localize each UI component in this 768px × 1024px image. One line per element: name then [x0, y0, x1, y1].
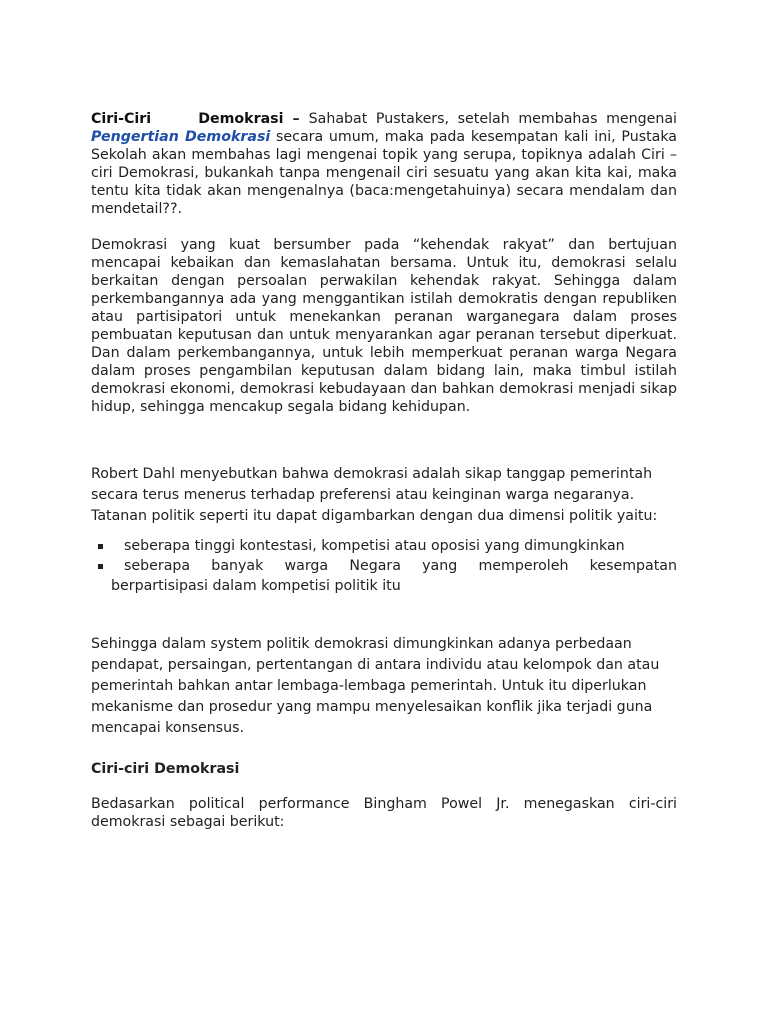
dimension-list: [91, 536, 677, 596]
intro-paragraph: [91, 110, 677, 218]
intro-text-after-link: secara umum, maka pada kesempatan kali ini, Pustaka Sekolah akan membahas lagi mengenai topik yang serupa, topiknya adalah Ciri – ciri Demokrasi, bukankah tanpa mengenail ciri sesuatu yang akan kita kai, maka tentu kita tidak akan mengenalnya (baca:mengetahuinya) secara mendalam dan mendetail??.: [91, 129, 678, 217]
list-item: [91, 556, 677, 596]
square-bullet-icon: [98, 544, 103, 549]
article-body: [91, 110, 677, 831]
paragraph-konflik: Sehingga dalam system politik demokrasi dimungkinkan adanya perbedaan pendapat, persaingan, pertentangan di antara individu atau kelompok dan atau pemerintah bahkan antar lembaga-lembaga pemerintah. Untuk itu diperlukan mekanisme dan prosedur yang mampu menyelesaikan konflik jika terjadi guna mencapai konsensus.: [91, 636, 660, 736]
intro-lead: Ciri-Ciri Demokrasi: [91, 111, 284, 127]
section-heading: Ciri-ciri Demokrasi: [91, 761, 240, 777]
paragraph-bingham-powel: Bedasarkan political performance Bingham Powel Jr. menegaskan ciri-ciri demokrasi sebagai berikut:: [91, 796, 677, 830]
list-item: [91, 536, 677, 556]
intro-text-before-link: Sahabat Pustakers, setelah membahas mengenai: [308, 111, 677, 127]
paragraph-kehendak-rakyat: Demokrasi yang kuat bersumber pada “kehendak rakyat” dan bertujuan mencapai kebaikan dan kemaslahatan bersama. Untuk itu, demokrasi selalu berkaitan dengan persoalan perwakilan kehendak rakyat. Sehingga dalam perkembangannya ada yang menggantikan istilah demokratis dengan republiken atau partisipatori untuk menekankan peranan warganegara dalam proses pembuatan keputusan dan untuk menyarankan agar peranan tersebut diperkuat. Dan dalam perkembangannya, untuk lebih memperkuat peranan warga Negara dalam proses pengambilan keputusan dalam bidang lain, maka timbul istilah demokrasi ekonomi, demokrasi kebudayaan dan bahkan demokrasi menjadi sikap hidup, sehingga mencakup segala bidang kehidupan.: [91, 237, 677, 415]
square-bullet-icon: [98, 564, 103, 569]
paragraph-robert-dahl: Robert Dahl menyebutkan bahwa demokrasi adalah sikap tanggap pemerintah secara terus menerus terhadap preferensi atau keinginan warga negaranya. Tatanan politik seperti itu dapat digambarkan dengan dua dimensi politik yaitu:: [91, 466, 658, 524]
list-item-text: seberapa banyak warga Negara yang memperoleh kesempatan berpartisipasi dalam kompetisi politik itu: [111, 558, 677, 594]
list-item-text: seberapa tinggi kontestasi, kompetisi atau oposisi yang dimungkinkan: [124, 538, 625, 554]
intro-dash: –: [283, 111, 309, 127]
pengertian-demokrasi-link[interactable]: Pengertian Demokrasi: [91, 129, 271, 145]
